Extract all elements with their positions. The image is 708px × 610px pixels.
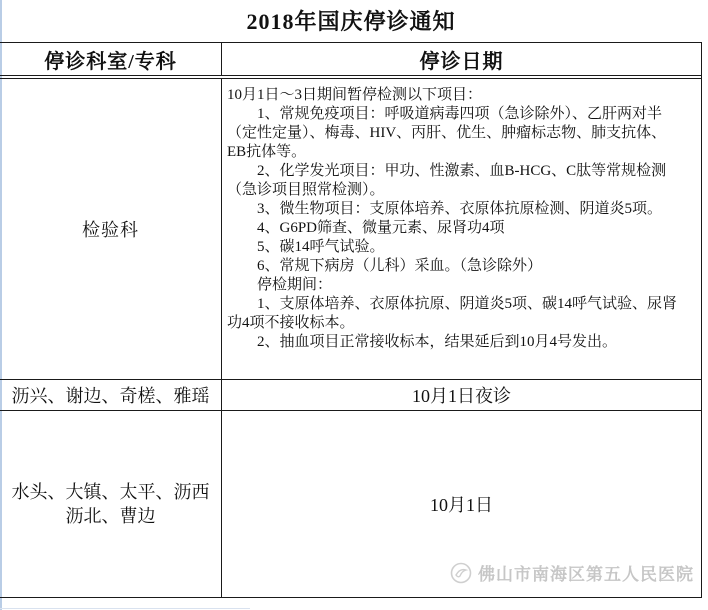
bottom-edge-gridline (0, 608, 250, 609)
suspension-date: 10月1日夜诊 (412, 386, 511, 406)
lab-suspension-details: 10月1日～3日期间暂停检测以下项目： 1、常规免疫项目：呼吸道病毒四项（急诊除外）、乙肝两对半 （定性定量）、梅毒、HIV、丙肝、优生、肿瘤标志物、肺支抗体、 EB抗体等。 2、化学发光项目：甲功、性激素、血B-HCG、C肽等常规检测 （急诊项目照常检测）。 3、微生物项目：支原体培养、衣原体抗原检测、阴道炎5项。 4、G6PD筛查、微量元素、尿肾功4项 5、碳14呼气试验。 6、常规下病房（儿科）采血。（急诊除外） 停检期间： 1、支原体培养、衣原体抗原、阴道炎5项、碳14呼气试验、尿肾 功4项不接收标本。 2、抽血项目正常接收标本，结果延后到10月4号发出。 (227, 87, 678, 350)
hospital-watermark (450, 560, 694, 585)
department-name: 水头、大镇、太平、沥西 沥北、曹边 (0, 411, 222, 597)
table-row-laboratory (0, 79, 701, 379)
table-header-row (0, 43, 701, 79)
header-date-column: 停诊日期 (419, 50, 504, 73)
hospital-name: 佛山市南海区第五人民医院 (478, 565, 694, 584)
header-department-column: 停诊科室/专科 (0, 43, 222, 75)
suspension-schedule-table (0, 42, 702, 598)
department-name: 检验科 (0, 79, 222, 379)
table-row-night-clinics (0, 379, 701, 411)
department-name: 沥兴、谢边、奇槎、雅瑶 (0, 380, 222, 410)
notice-title: 2018年国庆停诊通知 (246, 9, 456, 34)
suspension-date: 10月1日 (430, 495, 493, 515)
hospital-logo-icon (450, 562, 472, 584)
